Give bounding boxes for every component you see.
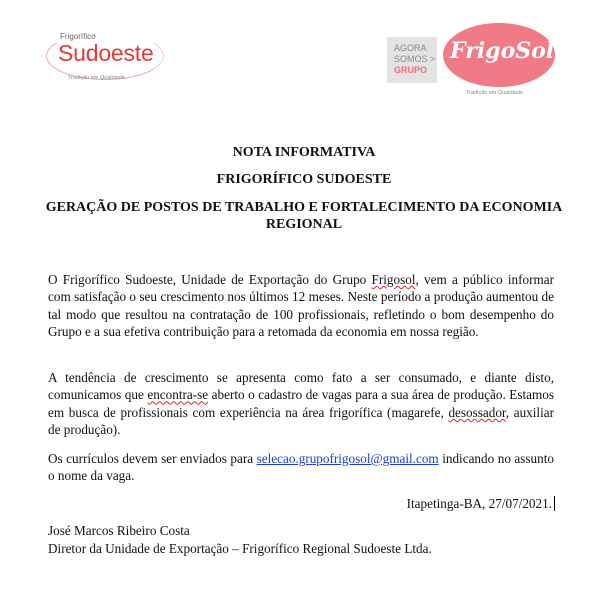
doc-heading: GERAÇÃO DE POSTOS DE TRABALHO E FORTALECIMENTO DA ECONOMIA REGIONAL — [45, 200, 563, 232]
frigosol-logo-name: FrigoSol — [450, 38, 555, 64]
logo-tagline: Tradição em Qualidade. — [68, 75, 127, 81]
signer-name: José Marcos Ribeiro Costa — [48, 523, 190, 538]
p2-word-encontra: encontra-se — [147, 387, 209, 403]
p1-text-a: O Frigorífico Sudoeste, Unidade de Exportação do Grupo — [48, 272, 372, 287]
email-link[interactable]: selecao.grupofrigosol@gmail.com — [256, 451, 439, 466]
agora-line1: AGORA — [394, 43, 427, 53]
logo-name: Sudoeste — [58, 40, 154, 66]
agora-somos-grupo-box — [387, 37, 437, 83]
paragraph-3 — [48, 450, 554, 485]
doc-subtitle: FRIGORÍFICO SUDOESTE — [216, 172, 392, 187]
p1-text-c: , vem a público informar com satisfação o seu crescimento nos últimos 12 meses. Neste período a produção aumentou de tal modo que resultou na contratação de 100 profissionais, refletindo o bom desempenho do Grupo e a sua efetiva contribuição para a retomada da economia em nossa região. — [48, 272, 554, 340]
agora-line3: GRUPO — [394, 65, 428, 75]
place-date — [407, 496, 555, 512]
signer-role: Diretor da Unidade de Exportação – Frigorífico Regional Sudoeste Ltda. — [48, 541, 432, 556]
paragraph-1 — [48, 271, 554, 341]
doc-title: NOTA INFORMATIVA — [232, 145, 376, 160]
p2-text-a: A tendência de crescimento se apresenta como fato a ser consumado, e diante disto, comunicamos que — [48, 370, 554, 403]
p2-text-e: , auxiliar de produção). — [48, 404, 554, 438]
p3-text-b: indicando no assunto o nome da vaga. — [48, 451, 554, 484]
p2-text-c: aberto o cadastro de vagas para a sua área de produção. Estamos em busca de profissionais com experiência na área frigorífica (magarefe, — [48, 387, 554, 420]
sudoeste-logo — [46, 28, 166, 86]
paragraph-2 — [48, 369, 554, 439]
text-cursor — [554, 496, 555, 511]
p2-word-desossador: desossador — [448, 404, 506, 420]
place-date-text: Itapetinga-BA, 27/07/2021. — [406, 496, 552, 511]
agora-line2: SOMOS > — [394, 54, 436, 64]
p3-text-a: Os currículos devem ser enviados para — [48, 451, 257, 466]
p1-brand: Frigosol — [371, 272, 416, 287]
frigosol-logo-tagline: Tradição em Qualidade. — [466, 90, 525, 96]
logo-small-text: Frigorífico — [60, 32, 96, 41]
